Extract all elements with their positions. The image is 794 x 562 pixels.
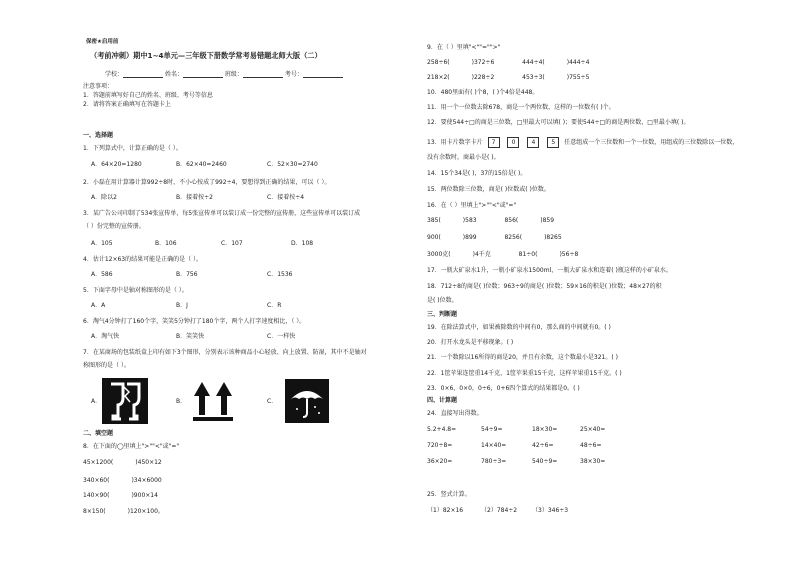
section-heading-choice: 一、选择题 xyxy=(83,132,114,139)
compare-right: )450×12 xyxy=(135,459,162,466)
question-24: 24．直接写出得数。 xyxy=(427,410,483,417)
compare-right: )4千克 xyxy=(472,251,491,258)
compare-left: 340×60( xyxy=(83,477,110,484)
option-a[interactable]: A．A xyxy=(91,302,106,309)
compare-left: 218×2( xyxy=(427,74,450,81)
question-13-text: 任意组成一个三位数和一个一位数，用组成的三位数除以一位数， xyxy=(564,139,739,146)
question-23: 23．0×6，0×0，0÷6，0+6四个算式的结果都是0。( ) xyxy=(427,385,580,392)
question-13-cont: 没有余数时，商最小是( )。 xyxy=(427,154,500,161)
digit-card: 7 xyxy=(488,137,500,148)
digit-card: 0 xyxy=(507,137,519,148)
section-heading-judge: 三、判断题 xyxy=(427,311,458,318)
question-4: 4．估计12×63的结果可能是正确的是（ ）。 xyxy=(83,256,203,263)
school-blank[interactable] xyxy=(123,71,163,78)
compare-left: 900( xyxy=(427,234,441,241)
question-18-cont: 是( )位数。 xyxy=(427,297,458,304)
question-1: 1．下列算式中，计算正确的是（ ）。 xyxy=(83,145,182,152)
question-9: 9．在（ ）里填"<""="">" xyxy=(427,44,501,51)
compare-right: )583 xyxy=(462,217,477,224)
note-item: 2．请将答案正确填写在答题卡上 xyxy=(83,101,171,108)
question-7-cont: 称图形的是（ ）。 xyxy=(83,362,130,369)
compare-right: )900×14 xyxy=(131,492,158,499)
option-c[interactable]: C．R xyxy=(267,302,282,309)
compare-right: )228÷2 xyxy=(471,74,495,81)
calc-item[interactable]: 48÷6= xyxy=(580,442,602,449)
question-6: 6．淘气4分钟打了160个字，笑笑5分钟打了180个字，两个人打字速度相比，（ ）。 xyxy=(83,318,306,325)
compare-left: 45×1200( xyxy=(83,459,114,466)
digit-card: 5 xyxy=(547,137,559,148)
compare-left: 444÷4( xyxy=(522,59,545,66)
fragile-glass-icon[interactable] xyxy=(102,378,148,424)
class-label: 班级： xyxy=(224,71,243,78)
umbrella-icon[interactable] xyxy=(285,379,329,423)
right-page xyxy=(397,0,794,562)
compare-row xyxy=(83,509,164,515)
compare-left: 385( xyxy=(427,217,441,224)
calc-item[interactable]: 38×30= xyxy=(580,458,606,465)
id-label: 考号： xyxy=(284,71,303,78)
question-13-text: 13．用卡片数字卡片 xyxy=(427,139,483,146)
digit-card: 4 xyxy=(527,137,539,148)
compare-right: )372÷6 xyxy=(471,59,495,66)
option-a[interactable]: A．64×20=1280 xyxy=(91,161,142,168)
option-c[interactable]: C． xyxy=(267,398,278,405)
question-22: 22．1筐苹果连筐重14千克，1筐苹果重15千克，这样苹果重15千克。( ) xyxy=(427,370,622,377)
compare-left: 140×90( xyxy=(83,492,110,499)
question-12: 12．要使544÷□的商是三位数，□里最大可以填( )；要使544÷□的商是两位数，□里最小填( )。 xyxy=(427,119,690,126)
question-25: 25．竖式计算。 xyxy=(427,491,471,498)
option-c[interactable]: C．107 xyxy=(221,240,243,247)
this-way-up-icon[interactable] xyxy=(190,378,236,424)
option-a[interactable]: A．除以2 xyxy=(91,194,117,201)
calc-item[interactable]: 25×40= xyxy=(580,426,606,433)
name-label: 姓名： xyxy=(164,71,183,78)
secret-label: 保密★启用前 xyxy=(86,39,119,45)
option-b[interactable]: B．62×40=2460 xyxy=(176,161,227,168)
school-label: 学校： xyxy=(105,71,124,78)
option-a[interactable]: A．105 xyxy=(91,240,113,247)
question-7: 7．在某商场的包装纸盒上印有如下3个图形，分别表示该种商品小心轻放、向上放置、防湿，其中不是轴对 xyxy=(83,349,367,356)
question-19: 19．在除法算式中，如果被除数的中间有0，那么商的中间就有0。( ) xyxy=(427,324,611,331)
option-a[interactable]: A． xyxy=(91,398,102,405)
section-heading-calc: 四、计算题 xyxy=(427,397,458,404)
compare-left: 81÷0( xyxy=(518,251,538,258)
calc-item[interactable]: 36×20= xyxy=(427,458,453,465)
calc-item[interactable]: 5.2+4.8= xyxy=(427,426,457,433)
compare-left: 856( xyxy=(504,217,519,224)
question-20: 20．打开水龙头是平移现象。( ) xyxy=(427,339,514,346)
compare-row xyxy=(427,235,562,241)
option-c[interactable]: C．52×30=2740 xyxy=(267,161,318,168)
compare-row xyxy=(427,218,554,224)
calc-item[interactable]: 720÷8= xyxy=(427,442,453,449)
option-a[interactable]: A．淘气快 xyxy=(91,333,120,340)
id-blank[interactable] xyxy=(303,71,343,78)
vertical-calc-item[interactable]: （2）784÷2 xyxy=(481,507,518,514)
compare-left: 8×150( xyxy=(83,508,106,515)
question-15: 15．两位数除三位数，商是( )位数或( )位数。 xyxy=(427,186,550,193)
question-5: 5．下面字母中是轴对称图形的是（ ）。 xyxy=(83,287,188,294)
note-item: 1．答题前填写好自己的姓名、班级、考号等信息 xyxy=(83,92,213,99)
name-blank[interactable] xyxy=(183,71,223,78)
notes-heading: 注意事项： xyxy=(83,83,114,90)
vertical-calc-item[interactable]: （1）82×16 xyxy=(427,507,464,514)
option-a[interactable]: A．586 xyxy=(91,271,113,278)
question-11: 11．用一个一位数去除678，商是一个两位数，这样的一位数有( )个。 xyxy=(427,104,615,111)
compare-left: 453÷3( xyxy=(522,74,545,81)
question-14: 14．15个34是( )，37的15倍是( )。 xyxy=(427,170,527,177)
compare-right: )444÷4 xyxy=(566,59,590,66)
compare-row xyxy=(427,75,589,81)
compare-left: 258÷6( xyxy=(427,59,450,66)
question-13 xyxy=(427,137,738,148)
compare-left: 3000克( xyxy=(427,251,451,258)
option-c[interactable]: C．1536 xyxy=(267,271,293,278)
compare-right: )755÷5 xyxy=(566,74,590,81)
vertical-calc-item[interactable]: （3）346÷3 xyxy=(532,507,569,514)
compare-right: )859 xyxy=(540,217,555,224)
calc-item[interactable]: 540÷9= xyxy=(532,458,558,465)
option-b[interactable]: B． xyxy=(176,398,187,405)
class-blank[interactable] xyxy=(243,71,283,78)
question-18: 18．712÷8的商是( )位数；963÷9的商是( )位数；59×16的积是( )位数；48×27的积 xyxy=(427,283,662,290)
option-c[interactable]: C．接着按÷4 xyxy=(267,194,305,201)
compare-row xyxy=(83,478,162,484)
compare-right: )8265 xyxy=(544,234,562,241)
option-b[interactable]: B．106 xyxy=(155,240,177,247)
question-3-cont: （ ）份完整的宣传册。 xyxy=(83,223,145,230)
question-10: 10．480里面有( )个8，( )个4倍是448。 xyxy=(427,89,539,96)
calc-item[interactable]: 14×40= xyxy=(481,442,507,449)
option-b[interactable]: B．756 xyxy=(176,271,198,278)
option-b[interactable]: B．笑笑快 xyxy=(176,333,205,340)
compare-row xyxy=(83,460,162,466)
compare-row xyxy=(427,252,578,258)
compare-row xyxy=(427,60,589,66)
section-heading-fill: 二、填空题 xyxy=(83,430,114,437)
question-8: 8．在下面的◯里填上">""<"或"=" xyxy=(83,443,180,450)
question-21: 21．一个数除以16所得的商是20，并且有余数，这个数最小是321。( ) xyxy=(427,354,618,361)
compare-right: )34×6000 xyxy=(131,477,162,484)
calc-item[interactable]: 42÷6= xyxy=(532,442,554,449)
question-16: 16．在（ ）里填上">""<"或"=" xyxy=(427,202,517,209)
compare-right: )120×100。 xyxy=(127,508,164,515)
option-b[interactable]: B．J xyxy=(176,302,188,309)
calc-item[interactable]: 54÷9= xyxy=(481,426,503,433)
option-d[interactable]: D．108 xyxy=(291,240,314,247)
question-2: 2．小磊在用计算器计算992÷8时，不小心按成了992÷4，要想得到正确的结果，可以（ ）。 xyxy=(83,179,331,186)
option-b[interactable]: B．接着按÷2 xyxy=(176,194,213,201)
page-title: （考前冲刺）期中1~4单元—三年级下册数学常考易错题北师大版（二） xyxy=(90,51,322,60)
compare-right: )899 xyxy=(462,234,477,241)
option-c[interactable]: C．一样快 xyxy=(267,333,296,340)
compare-right: )56÷8 xyxy=(559,251,579,258)
info-fields xyxy=(105,71,343,78)
compare-row xyxy=(83,493,158,499)
calc-item[interactable]: 780÷3= xyxy=(481,458,507,465)
question-3: 3．某广告公司印制了534张宣传单，每5张宣传单可以装订成一份完整的宣传册，这些宣传单可以装订成 xyxy=(83,210,361,217)
calc-item[interactable]: 18×30= xyxy=(532,426,558,433)
question-17: 17．一瓶大矿泉水1升，一瓶小矿泉水1500ml，一瓶大矿泉水和连着( )瓶这样的小矿泉水。 xyxy=(427,267,672,274)
compare-left: 8256( xyxy=(504,234,523,241)
